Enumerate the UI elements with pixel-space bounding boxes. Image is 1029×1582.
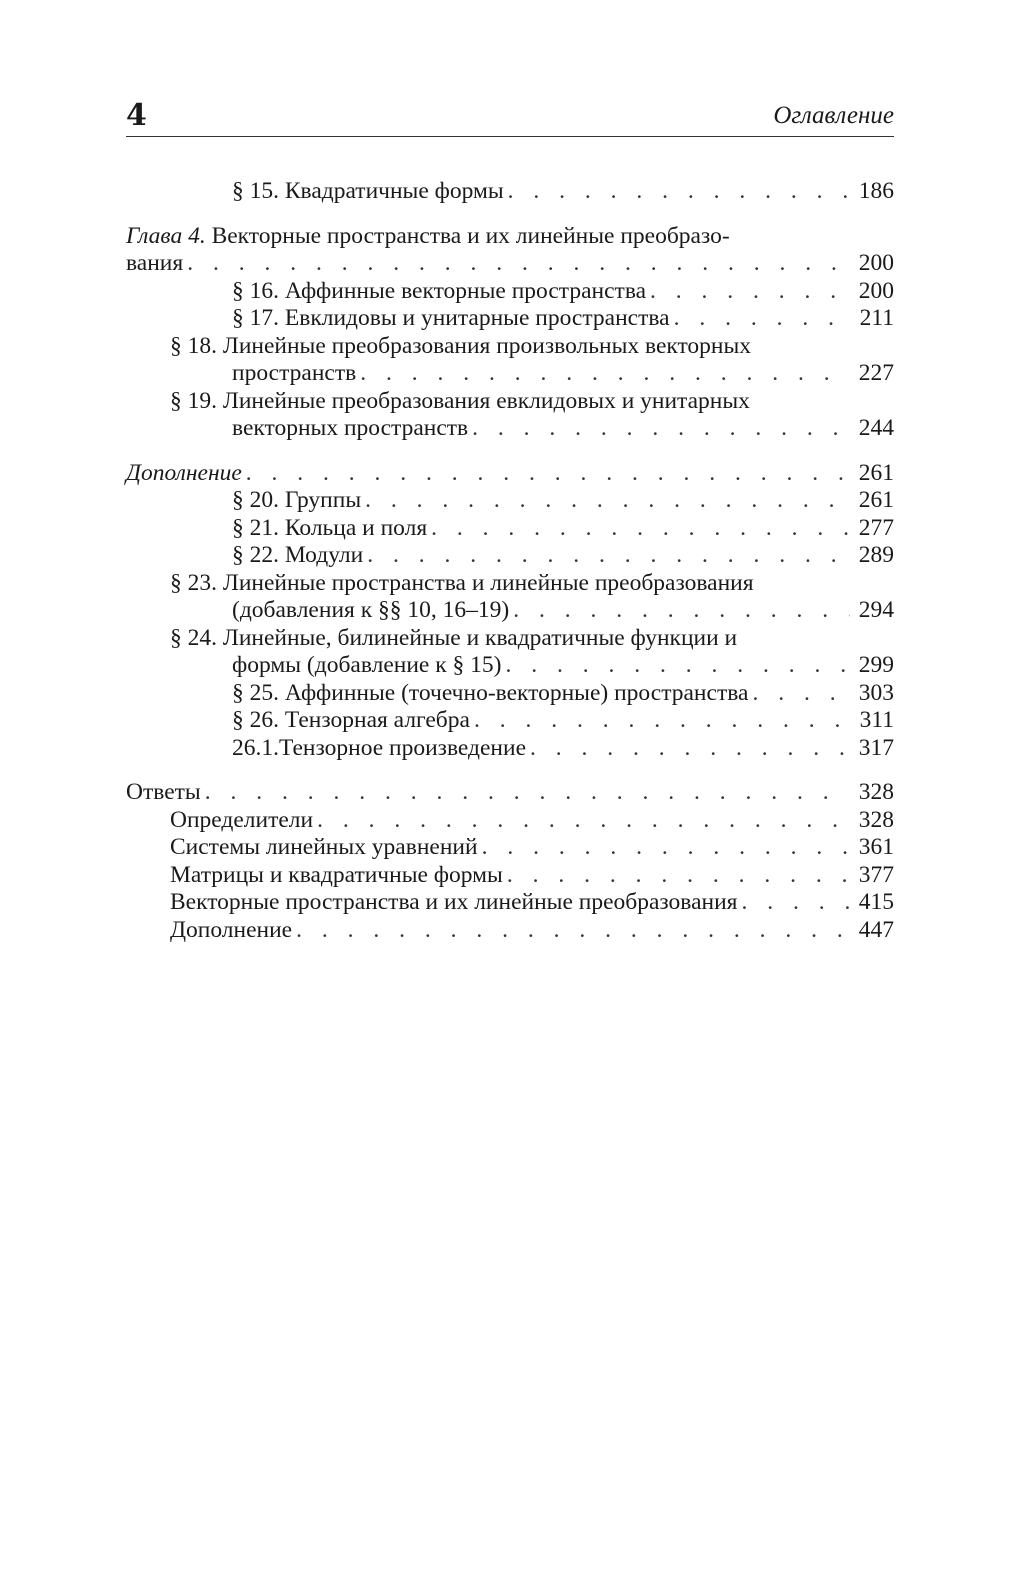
section-title: Кольца и поля: [284, 514, 428, 541]
table-of-contents: [126, 178, 894, 961]
dot-leader: [431, 515, 850, 543]
toc-leader-line: [232, 735, 894, 763]
toc-entry-title: [232, 707, 470, 735]
toc-page-number: 289: [858, 542, 894, 568]
section-title: Тензорная алгебра: [284, 707, 470, 733]
dot-leader: [472, 415, 850, 443]
toc-page-number: 200: [858, 250, 894, 276]
section-title: Линейные преобразования евклидовых и унитарных: [222, 387, 750, 414]
section-title: Модули: [284, 542, 364, 568]
toc-page-number: 261: [858, 459, 894, 486]
toc-leader-line: [126, 250, 894, 278]
page-number: 4: [126, 98, 147, 133]
section-number: § 20.: [232, 487, 285, 513]
section-title: Аффинные векторные пространства: [284, 277, 647, 304]
toc-entry-title-line: [126, 223, 894, 251]
section-title-continuation: формы (добавление к § 15): [232, 652, 502, 678]
dot-leader: [365, 487, 850, 515]
section-title-continuation: пространств: [232, 360, 357, 386]
chapter-label: Глава 4.: [126, 222, 212, 249]
answers-item-title: Системы линейных уравнений: [170, 834, 478, 860]
section-title-continuation: векторных пространств: [232, 415, 469, 441]
answers-item-title: Матрицы и квадратичные формы: [170, 861, 503, 888]
toc-leader-line: [170, 834, 894, 862]
toc-entry-section: [126, 487, 894, 515]
toc-leader-line: [232, 178, 894, 206]
section-number: § 23.: [170, 569, 223, 596]
toc-entry-answers: [126, 779, 894, 807]
dot-leader: [530, 735, 850, 763]
dot-leader: [246, 460, 850, 488]
toc-page-number: 227: [858, 360, 894, 386]
toc-entry-title: [232, 515, 427, 543]
toc-block: [126, 779, 894, 944]
toc-entry-title-line: [170, 387, 894, 416]
toc-page-number: 311: [859, 707, 894, 733]
toc-entry-title: [232, 178, 504, 206]
toc-leader-line: [232, 542, 894, 570]
section-number: § 18.: [170, 332, 223, 359]
toc-leader-line: [232, 652, 894, 680]
toc-entry-title: [232, 542, 363, 570]
toc-leader-line: [232, 487, 894, 515]
section-title: Линейные преобразования произвольных векторных: [222, 332, 752, 359]
toc-page-number: 200: [858, 277, 894, 304]
page-header: [126, 94, 894, 137]
toc-block: [126, 460, 894, 763]
toc-entry-title-line: [170, 569, 894, 598]
section-title: Группы: [284, 487, 362, 513]
toc-entry-subsection: [126, 735, 894, 763]
chapter-title: Векторные пространства и их линейные преобразо-: [211, 222, 730, 249]
dot-leader: [674, 305, 850, 333]
toc-leader-line: [170, 862, 894, 890]
section-number: § 25.: [232, 679, 285, 706]
running-title: Оглавление: [773, 102, 894, 129]
toc-entry-section: [126, 388, 894, 443]
dot-leader: [513, 597, 850, 625]
toc-entry-answers-item: [126, 834, 894, 862]
toc-leader-line: [170, 917, 894, 945]
toc-entry-section: [126, 515, 894, 543]
dot-leader: [367, 542, 850, 570]
section-title: Линейные пространства и линейные преобразования: [222, 569, 754, 596]
toc-entry-answers-item: [126, 889, 894, 917]
toc-leader-line: [126, 460, 894, 488]
answers-item-title: Дополнение: [170, 916, 293, 943]
toc-entry-title-line: [170, 624, 894, 653]
toc-leader-line: [170, 807, 894, 835]
dot-leader: [752, 680, 850, 708]
dot-leader: [474, 707, 850, 735]
section-number: § 21.: [232, 514, 285, 541]
toc-entry-section: [126, 707, 894, 735]
dot-leader: [296, 917, 850, 945]
toc-leader-line: [232, 305, 894, 333]
toc-leader-line: [170, 889, 894, 917]
toc-entry-section: [126, 333, 894, 388]
toc-entry-title: [232, 680, 748, 708]
dot-leader: [650, 278, 850, 306]
toc-entry-section: [126, 278, 894, 306]
section-number: § 24.: [170, 624, 223, 651]
toc-leader-line: [232, 515, 894, 543]
section-title: Квадратичные формы: [284, 178, 504, 204]
toc-entry-section: [126, 680, 894, 708]
toc-entry-answers-item: [126, 807, 894, 835]
section-title: Аффинные (точечно-векторные) пространства: [284, 679, 749, 706]
toc-page-number: 244: [858, 415, 894, 441]
toc-page-number: 361: [858, 834, 894, 860]
toc-entry-answers-item: [126, 862, 894, 890]
dot-leader: [507, 862, 850, 890]
toc-leader-line: [232, 278, 894, 306]
toc-page-number: 415: [858, 889, 894, 915]
toc-page-number: 277: [858, 514, 894, 541]
dot-leader: [205, 779, 850, 807]
toc-page-number: 294: [858, 597, 894, 623]
dot-leader: [741, 889, 850, 917]
toc-page-number: 377: [858, 861, 894, 888]
toc-entry-title: [232, 305, 670, 333]
toc-page-number: 303: [858, 679, 894, 706]
toc-entry-chapter: [126, 223, 894, 278]
part-title: Дополнение: [126, 459, 242, 486]
toc-entry-section: [126, 570, 894, 625]
toc-leader-line: [232, 415, 894, 443]
dot-leader: [508, 178, 850, 206]
toc-leader-line: [232, 680, 894, 708]
toc-page-number: 261: [858, 487, 894, 513]
toc-page-number: 299: [858, 652, 894, 678]
answers-item-title: Определители: [170, 806, 314, 833]
toc-block: [126, 223, 894, 443]
toc-entry-section: [126, 542, 894, 570]
toc-entry-answers-item: [126, 917, 894, 945]
subsection-title: 26.1.Тензорное произведение: [232, 734, 527, 761]
answers-item-title: Векторные пространства и их линейные преобразования: [170, 889, 738, 915]
dot-leader: [317, 807, 850, 835]
toc-page-number: 447: [858, 916, 894, 943]
dot-leader: [187, 250, 850, 278]
section-number: § 16.: [232, 277, 285, 304]
section-title-continuation: (добавления к §§ 10, 16–19): [232, 597, 510, 623]
toc-entry-title: [232, 487, 361, 515]
section-number: § 19.: [170, 387, 223, 414]
section-number: § 26.: [232, 707, 285, 733]
dot-leader: [482, 834, 850, 862]
dot-leader: [505, 652, 850, 680]
section-number: § 22.: [232, 542, 285, 568]
answers-title: Ответы: [126, 779, 201, 805]
toc-page-number: 317: [858, 734, 894, 761]
section-number: § 15.: [232, 178, 285, 204]
chapter-title-continuation: вания: [126, 250, 184, 276]
toc-page-number: 211: [859, 305, 894, 331]
toc-leader-line: [232, 360, 894, 388]
toc-entry-part: [126, 460, 894, 488]
toc-page-number: 186: [858, 178, 894, 204]
toc-entry-title-line: [170, 332, 894, 361]
toc-page-number: 328: [858, 806, 894, 833]
toc-entry-section: [126, 178, 894, 206]
toc-leader-line: [232, 597, 894, 625]
toc-entry-section: [126, 305, 894, 333]
section-title: Линейные, билинейные и квадратичные функции и: [222, 624, 738, 651]
dot-leader: [360, 360, 850, 388]
section-title: Евклидовы и унитарные пространства: [284, 305, 670, 331]
section-number: § 17.: [232, 305, 285, 331]
toc-leader-line: [232, 707, 894, 735]
toc-page-number: 328: [858, 779, 894, 805]
toc-leader-line: [126, 779, 894, 807]
toc-entry-section: [126, 625, 894, 680]
toc-entry-title: [232, 278, 646, 306]
toc-block: [126, 178, 894, 206]
